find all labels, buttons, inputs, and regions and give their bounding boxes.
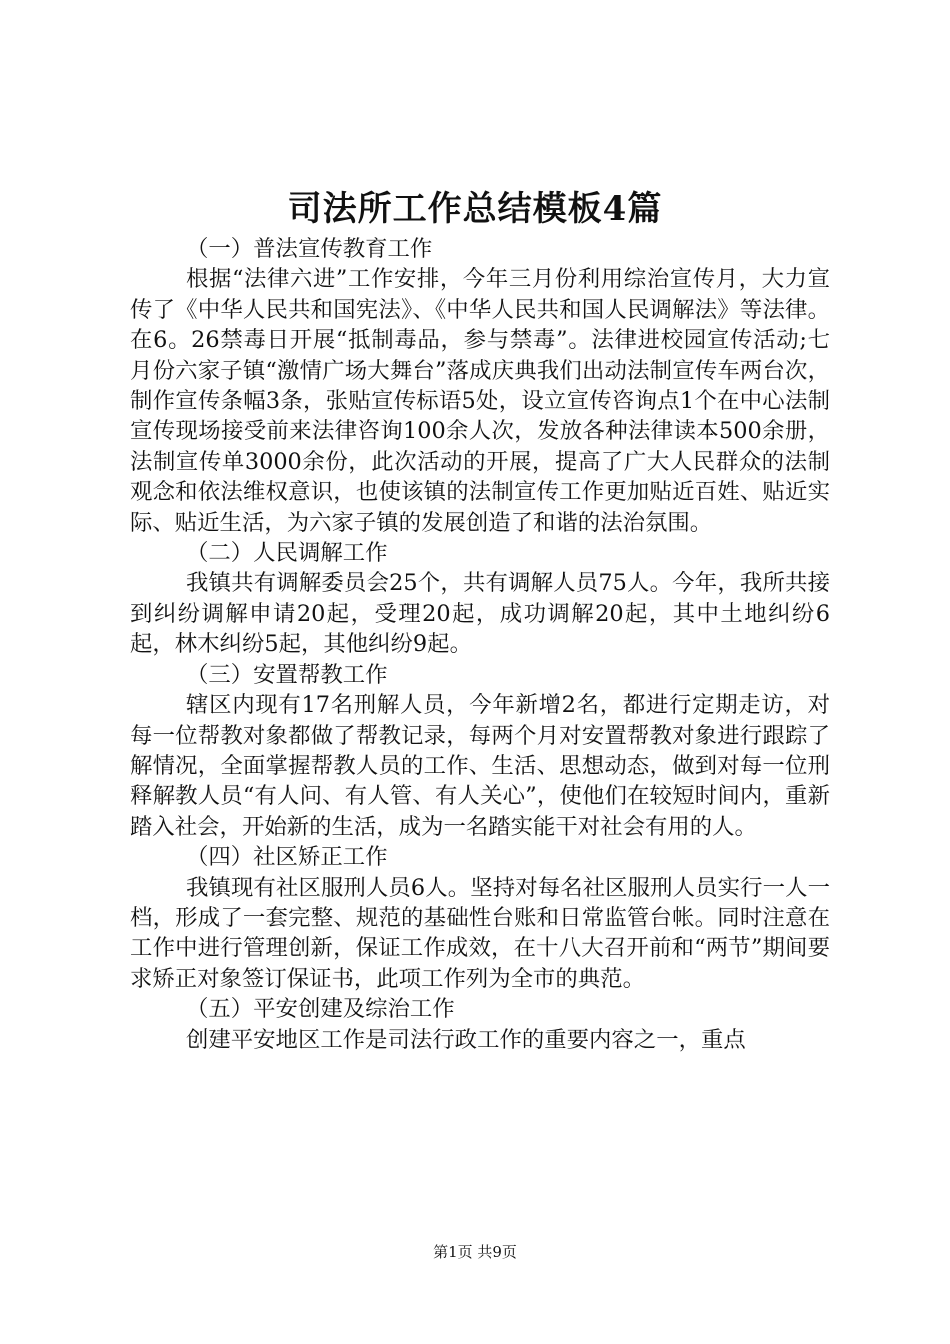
page-footer: 第1页 共9页: [433, 1243, 517, 1261]
document-title: 司法所工作总结模板4篇: [287, 189, 663, 229]
section-paragraph-5: 创建平安地区工作是司法行政工作的重要内容之一，重点: [186, 1026, 746, 1053]
section-paragraph-4: 我镇现有社区服刑人员6人。坚持对每名社区服刑人员实行一人一档，形成了一套完整、规范的基础性台账和日常监管台帐。同时注意在工作中进行管理创新，保证工作成效，在十八大召开前和“两节”期间要求矫正对象签订保证书，此项工作列为全市的典范。: [130, 874, 830, 992]
section-paragraph-1: 根据“法律六进”工作安排，今年三月份利用综治宣传月，大力宣传了《中华人民共和国宪法》、《中华人民共和国人民调解法》等法律。在6。26禁毒日开展“抵制毒品，参与禁毒”。法律进校园宣传活动;七月份六家子镇“激情广场大舞台”落成庆典我们出动法制宣传车两台次，制作宣传条幅3条，张贴宣传标语5处，设立宣传咨询点1个在中心法制宣传现场接受前来法律咨询100余人次，发放各种法律读本500余册，法制宣传单3000余份，此次活动的开展，提高了广大人民群众的法制观念和依法维权意识，也使该镇的法制宣传工作更加贴近百姓、贴近实际、贴近生活，为六家子镇的发展创造了和谐的法治氛围。: [130, 266, 830, 536]
section-heading-4: （四）社区矫正工作: [186, 844, 388, 871]
section-heading-3: （三）安置帮教工作: [186, 661, 388, 688]
section-heading-1: （一）普法宣传教育工作: [186, 236, 433, 262]
section-heading-2: （二）人民调解工作: [186, 540, 388, 567]
section-paragraph-3: 辖区内现有17名刑解人员，今年新增2名，都进行定期走访，对每一位帮教对象都做了帮教记录，每两个月对安置帮教对象进行跟踪了解情况，全面掌握帮教人员的工作、生活、思想动态，做到对每一位刑释解教人员“有人问、有人管、有人关心”，使他们在较短时间内，重新踏入社会，开始新的生活，成为一名踏实能干对社会有用的人。: [130, 692, 830, 840]
document-body: [130, 234, 830, 1055]
section-heading-5: （五）平安创建及综治工作: [186, 996, 455, 1023]
section-paragraph-2: 我镇共有调解委员会25个，共有调解人员75人。今年，我所共接到纠纷调解申请20起，受理20起，成功调解20起，其中土地纠纷6起，林木纠纷5起，其他纠纷9起。: [130, 570, 830, 658]
